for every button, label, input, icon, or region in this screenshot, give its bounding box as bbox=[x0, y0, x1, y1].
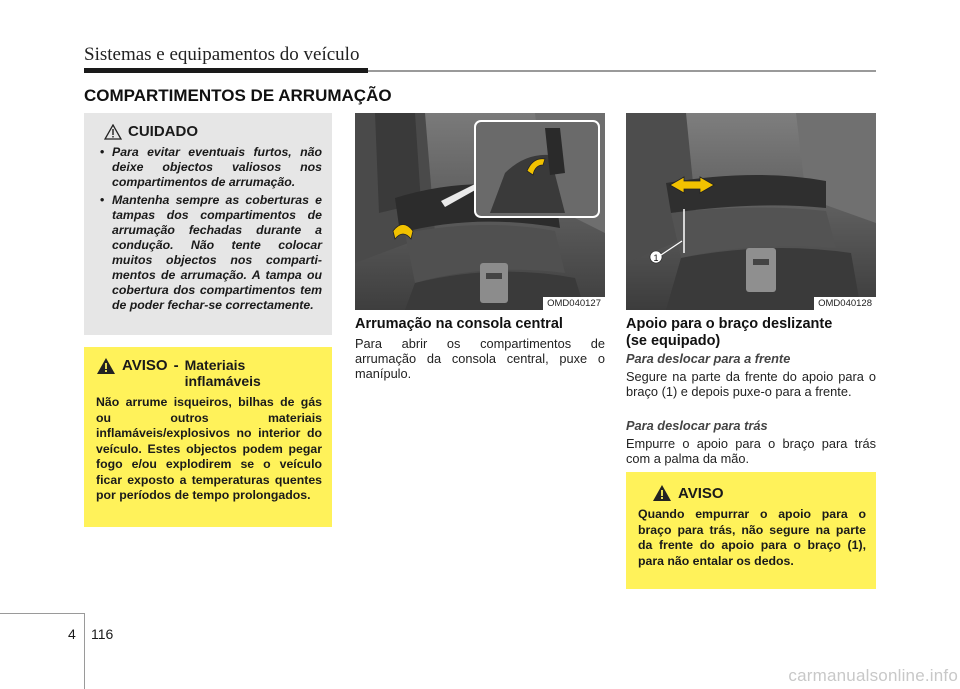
sliding-armrest-illustration bbox=[626, 113, 876, 310]
page-chapter: 4 bbox=[68, 626, 76, 642]
warning-flammable-subtitle: Materiais inflamáveis bbox=[184, 357, 261, 389]
caution-label: CUIDADO bbox=[128, 123, 198, 140]
header-bar-black bbox=[84, 68, 368, 73]
caution-item: • Mantenha sempre as coberturas e tampas dos compartimentos de arrumação fechadas durante a condução. Não tente colocar muitos objectos nos comparti-mentos de arrumação. A tampa ou cobertura dos compartimentos tem de poder fechar-se correctamente. bbox=[96, 193, 322, 313]
footer-vline bbox=[84, 613, 85, 689]
sliding-armrest-title bbox=[626, 316, 876, 350]
forward-heading: Para deslocar para a frente bbox=[626, 351, 791, 366]
sliding-armrest-image-code: OMD040128 bbox=[814, 297, 876, 310]
warning-flammable-header bbox=[96, 357, 322, 389]
section-title: COMPARTIMENTOS DE ARRUMAÇÃO bbox=[84, 86, 392, 105]
sliding-armrest-title-line2: (se equipado) bbox=[626, 333, 721, 349]
footer-line bbox=[0, 613, 85, 614]
caution-header bbox=[104, 123, 322, 140]
central-console-image-code: OMD040127 bbox=[543, 297, 605, 310]
warning-triangle-solid-icon bbox=[96, 357, 116, 375]
warning-armrest-box bbox=[626, 472, 876, 589]
warning-armrest-label: AVISO bbox=[678, 484, 724, 502]
page-header-title: Sistemas e equipamentos do veículo bbox=[84, 44, 360, 65]
warning-flammable-label: AVISO bbox=[122, 357, 168, 374]
central-console-text: Para abrir os compartimentos de arrumação da consola central, puxe o manípulo. bbox=[355, 336, 605, 381]
forward-text: Segure na parte da frente do apoio para o braço (1) e depois puxe-o para a frente. bbox=[626, 369, 876, 399]
warning-flammable-box bbox=[84, 347, 332, 527]
page-number: 116 bbox=[91, 626, 114, 642]
caution-list bbox=[96, 145, 322, 313]
warning-armrest-header bbox=[652, 484, 866, 502]
header-bar-grey bbox=[368, 70, 876, 72]
caution-box bbox=[84, 113, 332, 335]
back-text: Empurre o apoio para o braço para trás com a palma da mão. bbox=[626, 436, 876, 466]
caution-item: • Para evitar eventuais furtos, não deixe objectos valiosos nos compartimentos de arrumação. bbox=[96, 145, 322, 190]
armrest-callout-number: 1 bbox=[653, 253, 659, 263]
warning-triangle-solid-icon bbox=[652, 484, 672, 502]
central-console-title: Arrumação na consola central bbox=[355, 316, 563, 332]
sliding-armrest-photo bbox=[626, 113, 876, 310]
central-console-illustration bbox=[355, 113, 605, 310]
warning-flammable-text: Não arrume isqueiros, bilhas de gás ou outros materiais inflamáveis/explosivos no interior do veículo. Estes objectos podem pegar fogo e/ou explodirem se o veículo ficar exposto a temperaturas quentes por períodos de tempo prolongados. bbox=[96, 395, 322, 502]
warning-armrest-text: Quando empurrar o apoio para o braço para trás, não segure na parte da frente do apoio para o braço (1), para não entalar os dedos. bbox=[638, 507, 866, 568]
warning-flammable-dash: - bbox=[173, 357, 179, 374]
back-heading: Para deslocar para trás bbox=[626, 418, 768, 433]
watermark: carmanualsonline.info bbox=[788, 666, 958, 685]
sliding-armrest-title-line1: Apoio para o braço deslizante bbox=[626, 316, 833, 332]
warning-triangle-outline-icon bbox=[104, 124, 122, 140]
central-console-photo bbox=[355, 113, 605, 310]
